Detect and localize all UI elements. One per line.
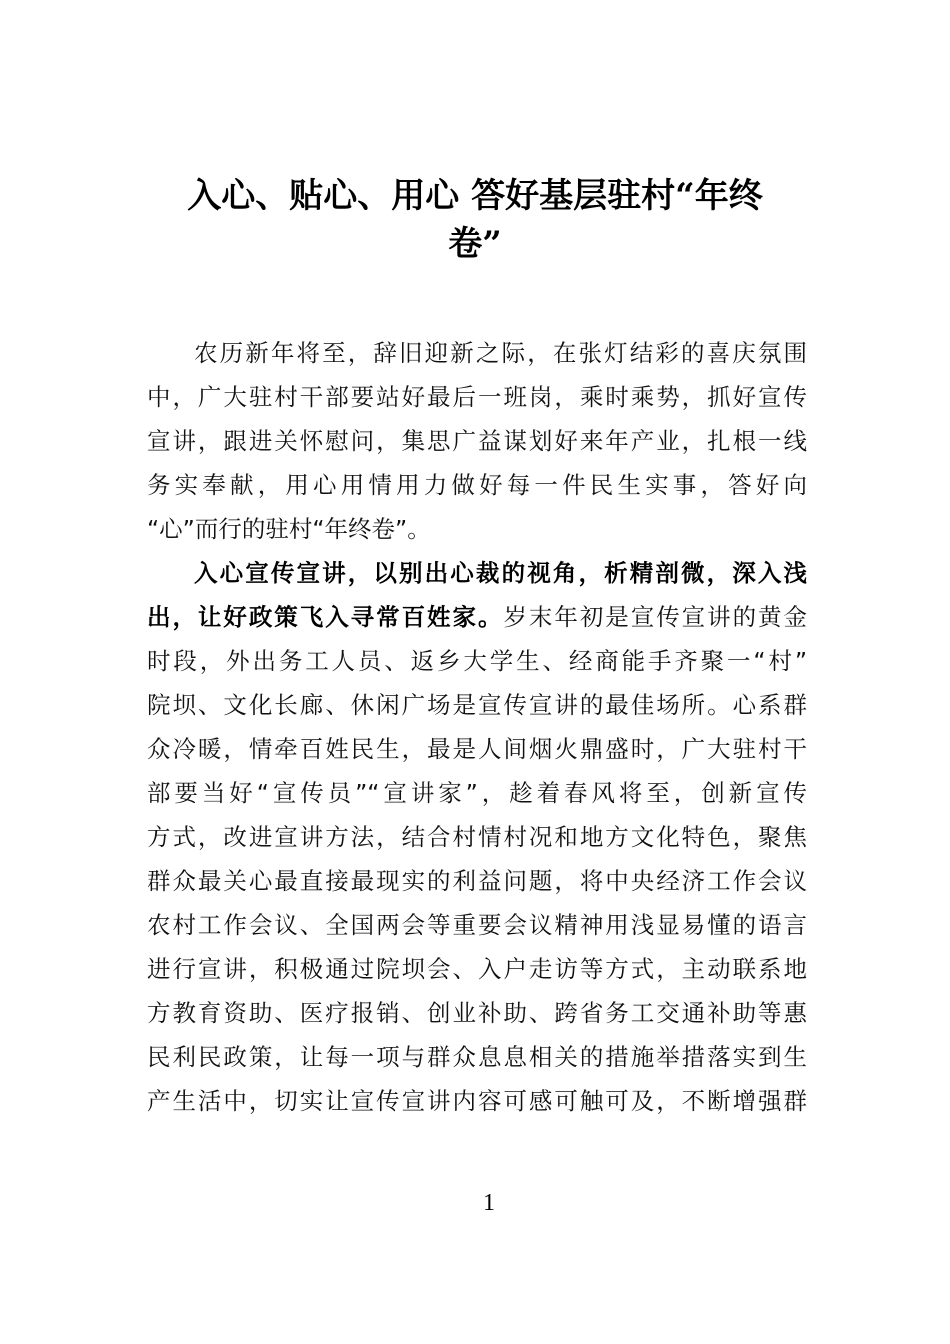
paragraph-1-line-1: 农历新年将至，辞旧迎新之际，在张灯结彩的喜庆氛围 — [194, 339, 807, 367]
paragraph-2-line-12: 民利民政策，让每一项与群众息息相关的措施举措落实到生 — [147, 1043, 807, 1071]
paragraph-2-heading-part-1: 入心宣传宣讲，以别出心裁的视角，析精剖微，深入浅 — [194, 559, 807, 587]
paragraph-2-line-2 — [147, 595, 807, 639]
paragraph-2-heading-part-2: 出，让好政策飞入寻常百姓家。 — [147, 603, 504, 631]
paragraph-2-line-9: 农村工作会议、全国两会等重要会议精神用浅显易懂的语言 — [147, 911, 807, 939]
paragraph-2-line-8: 群众最关心最直接最现实的利益问题，将中央经济工作会议 — [147, 867, 807, 895]
paragraph-2-line-2-text: 岁末年初是宣传宣讲的黄金 — [503, 603, 808, 631]
paragraph-2-line-7: 方式，改进宣讲方法，结合村情村况和地方文化特色，聚焦 — [147, 823, 807, 851]
paragraph-1-line-5: “心”而行的驻村“年终卷”。 — [147, 515, 431, 543]
title-line-1: 入心、贴心、用心 答好基层驻村“年终 — [187, 176, 763, 216]
paragraph-1-line-4: 务实奉献，用心用情用力做好每一件民生实事，答好向 — [147, 471, 807, 499]
paragraph-1-line-2: 中，广大驻村干部要站好最后一班岗，乘时乘势，抓好宣传 — [147, 383, 807, 411]
paragraph-2-line-6: 部要当好“宣传员”“宣讲家”，趁着春风将至，创新宣传 — [147, 779, 807, 807]
paragraph-2-line-11: 方教育资助、医疗报销、创业补助、跨省务工交通补助等惠 — [147, 999, 807, 1027]
paragraph-2-line-13: 产生活中，切实让宣传宣讲内容可感可触可及，不断增强群 — [147, 1087, 807, 1115]
page-number: 1 — [483, 1190, 495, 1216]
title-line-2: 卷” — [448, 224, 502, 264]
paragraph-2-line-5: 众冷暖，情牵百姓民生，最是人间烟火鼎盛时，广大驻村干 — [147, 735, 807, 763]
paragraph-2-line-4: 院坝、文化长廊、休闲广场是宣传宣讲的最佳场所。心系群 — [147, 691, 807, 719]
paragraph-2-line-3: 时段，外出务工人员、返乡大学生、经商能手齐聚一“村” — [147, 647, 807, 675]
document-body — [147, 331, 807, 1123]
paragraph-2-line-10: 进行宣讲，积极通过院坝会、入户走访等方式，主动联系地 — [147, 955, 807, 983]
paragraph-1-line-3: 宣讲，跟进关怀慰问，集思广益谋划好来年产业，扎根一线 — [147, 427, 807, 455]
document-title — [150, 172, 800, 268]
paragraph-2-line-1 — [147, 551, 807, 595]
